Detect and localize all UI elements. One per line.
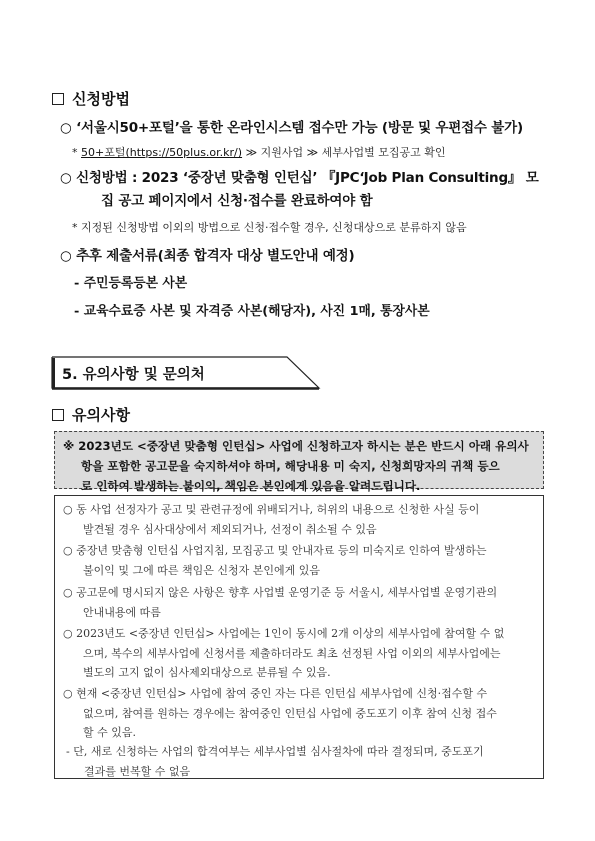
document-item-2: - 교육수료증 사본 및 자격증 사본(해당자), 사진 1매, 통장사본 xyxy=(74,304,430,319)
cautions-heading xyxy=(52,404,130,425)
application-bullet-2-line1: ○ 신청방법 : 2023 ‘중장년 맞춤형 인턴십’ 『JPC‘Job Plan Consulting』 모 xyxy=(60,170,539,186)
checkbox-icon xyxy=(52,409,64,421)
caution-item-5 xyxy=(63,684,497,743)
caution-line: 발견될 경우 심사대상에서 제외되거나, 선정이 취소될 수 있음 xyxy=(83,522,377,536)
caution-line: 결과를 번복할 수 없음 xyxy=(84,764,191,778)
section-5-title: 5. 유의사항 및 문의처 xyxy=(62,367,205,383)
caution-line: ○ 공고문에 명시되지 않은 사항은 향후 사업별 운영기준 등 서울시, 세부사업별 운영기관의 xyxy=(63,586,498,599)
caution-line: 별도의 고지 없이 심사제외대상으로 분류될 수 있음. xyxy=(83,666,331,679)
caution-line: ○ 현재 <중장년 인턴십> 사업에 참여 중인 자는 다른 인턴십 세부사업에 신청·접수할 수 xyxy=(63,687,488,700)
section-5-header xyxy=(51,356,319,388)
caution-line: ○ 동 사업 선정자가 공고 및 관련규정에 위배되거나, 허위의 내용으로 신청한 사실 등이 xyxy=(63,503,480,516)
caution-line: ○ 2023년도 <중장년 인턴십> 사업에는 1인이 동시에 2개 이상의 세부사업에 참여할 수 없 xyxy=(63,627,505,640)
warning-line: ※ 2023년도 <중장년 맞춤형 인턴십> 사업에 신청하고자 하시는 분은 반드시 아래 유의사 xyxy=(63,439,529,453)
caution-item-1 xyxy=(63,500,479,539)
caution-line: 불이익 및 그에 따른 책임은 신청자 본인에게 있음 xyxy=(83,563,320,577)
note-asterisk: * xyxy=(72,146,78,159)
caution-line: 안내내용에 따름 xyxy=(83,605,161,619)
caution-line: 으며, 복수의 세부사업에 신청서를 제출하더라도 최초 선정된 사업 이외의 세부사업에는 xyxy=(83,646,501,660)
application-heading xyxy=(52,88,130,109)
caution-item-4 xyxy=(63,624,504,683)
warning-line: 로 인하여 발생하는 불이익, 책임은 본인에게 있음을 알려드립니다. xyxy=(81,479,421,493)
application-heading-text: 신청방법 xyxy=(72,90,130,108)
cautions-heading-text: 유의사항 xyxy=(72,406,130,424)
checkbox-icon xyxy=(52,93,64,105)
portal-link[interactable]: 50+포털(https://50plus.or.kr/) xyxy=(81,146,243,159)
application-bullet-3: ○ 추후 제출서류(최종 합격자 대상 별도안내 예정) xyxy=(60,248,355,264)
portal-note xyxy=(72,144,445,160)
warning-box xyxy=(54,431,544,493)
application-bullet-2-line2: 집 공고 페이지에서 신청·접수를 완료하여야 함 xyxy=(101,193,373,209)
caution-item-2 xyxy=(63,541,486,580)
caution-line: 없으며, 참여를 원하는 경우에는 참여중인 인턴십 사업에 중도포기 이후 참여 신청 접수 xyxy=(83,706,497,720)
portal-path: ≫ 지원사업 ≫ 세부사업별 모집공고 확인 xyxy=(245,146,446,159)
caution-line: ○ 중장년 맞춤형 인턴십 사업지침, 모집공고 및 안내자료 등의 미숙지로 인하여 발생하는 xyxy=(63,544,487,557)
caution-sub-item xyxy=(66,742,484,781)
document-item-1: - 주민등록등본 사본 xyxy=(74,276,188,291)
caution-item-3 xyxy=(63,583,497,622)
warning-line: 항을 포함한 공고문을 숙지하셔야 하며, 해당내용 미 숙지, 신청희망자의 귀책 등으 xyxy=(81,459,500,473)
caution-line: - 단, 새로 신청하는 사업의 합격여부는 세부사업별 심사절차에 따라 결정되며, 중도포기 xyxy=(66,745,484,758)
application-bullet-1: ○ ‘서울시50+포털’을 통한 온라인시스템 접수만 가능 (방문 및 우편접수 불가) xyxy=(60,120,523,136)
method-note: * 지정된 신청방법 이외의 방법으로 신청·접수할 경우, 신청대상으로 분류하지 않음 xyxy=(72,221,467,234)
caution-line: 할 수 있음. xyxy=(83,726,136,739)
